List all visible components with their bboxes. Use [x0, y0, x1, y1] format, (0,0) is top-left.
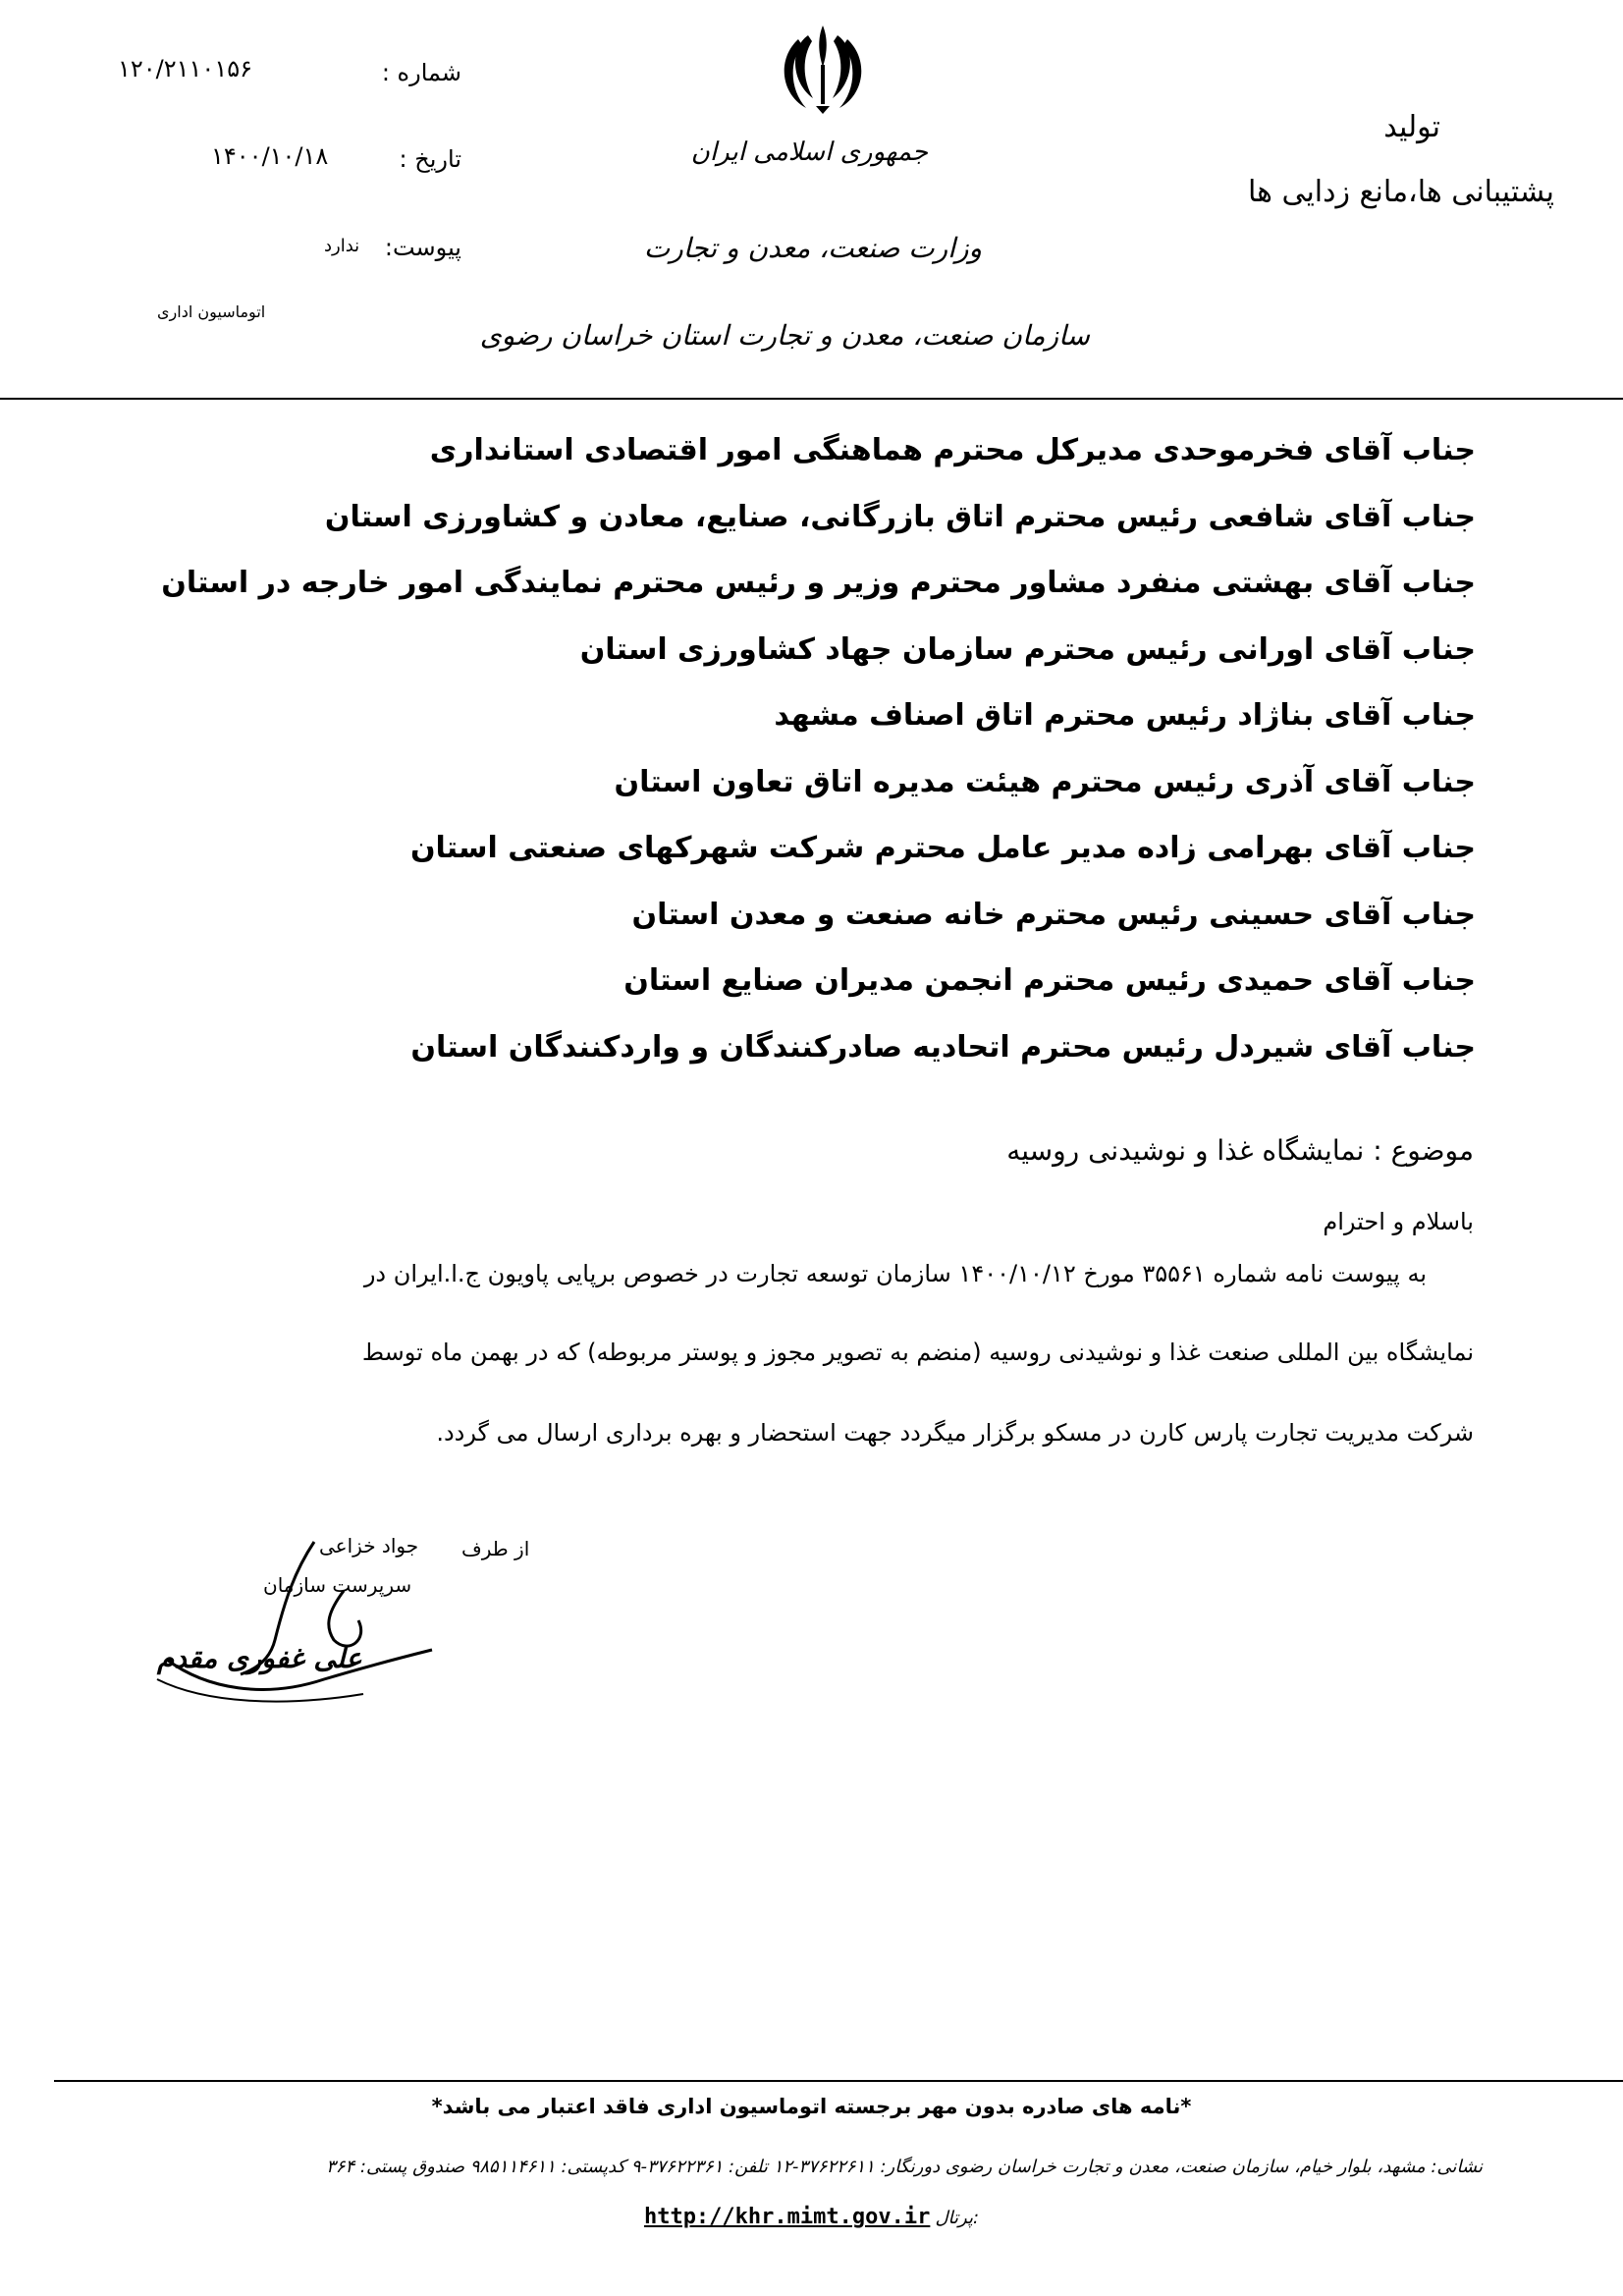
recipient-line: جناب آقای شافعی رئیس محترم اتاق بازرگانی، صنایع، معادن و کشاورزی استان: [324, 499, 1476, 534]
recipient-line: جناب آقای بهرامی زاده مدیر عامل محترم شرکت شهرکهای صنعتی استان: [409, 831, 1476, 865]
portal-label: پرتال:: [935, 2208, 980, 2228]
body-line-1: به پیوست نامه شماره ۳۵۵۶۱ مورخ ۱۴۰۰/۱۰/۱۲ سازمان توسعه تجارت در خصوص برپایی پاویون ج.ا.ایران در: [363, 1260, 1427, 1287]
footer-portal: [0, 2205, 1623, 2229]
header-divider: [0, 398, 1623, 400]
footer-address: نشانی: مشهد، بلوار خیام، سازمان صنعت، معدن و تجارت خراسان رضوی دورنگار: ۳۷۶۲۲۶۱۱-۱۲ تلفن: ۳۷۶۲۲۳۶۱-۹ کدپستی: ۹۸۵۱۱۴۶۱۱ صندوق پستی: ۳۶۴: [326, 2157, 1483, 2177]
recipient-line: جناب آقای آذری رئیس محترم هیئت مدیره اتاق تعاون استان: [614, 764, 1476, 799]
number-value: ۱۲۰/۲۱۱۰۱۵۶: [118, 55, 252, 82]
signature-title: سرپرست سازمان: [263, 1573, 412, 1597]
footer-divider: [54, 2080, 1623, 2082]
date-label: تاریخ :: [399, 145, 461, 173]
attachment-label: پیوست:: [384, 234, 461, 261]
date-value: ۱۴۰۰/۱۰/۱۸: [211, 142, 329, 170]
signature-signed-name: علی غفوری مقدم: [157, 1642, 362, 1674]
attachment-value: ندارد: [324, 236, 360, 256]
republic-title: جمهوری اسلامی ایران: [690, 137, 928, 167]
signature-name: جواد خزاعی: [319, 1534, 419, 1558]
recipient-line: جناب آقای حمیدی رئیس محترم انجمن مدیران صنایع استان: [623, 963, 1476, 998]
dept-line-1: تولید: [1383, 110, 1440, 144]
subject-line: موضوع : نمایشگاه غذا و نوشیدنی روسیه: [1006, 1134, 1474, 1167]
handwritten-signature-icon: [147, 1532, 442, 1709]
recipient-line: جناب آقای حسینی رئیس محترم خانه صنعت و معدن استان: [631, 897, 1476, 932]
organization-title: سازمان صنعت، معدن و تجارت استان خراسان رضوی: [479, 319, 1090, 352]
portal-link[interactable]: http://khr.mimt.gov.ir: [643, 2205, 931, 2229]
iran-emblem-icon: [779, 18, 867, 116]
number-label: شماره :: [381, 59, 461, 86]
recipient-line: جناب آقای بهشتی منفرد مشاور محترم وزیر و رئیس محترم نمایندگی امور خارجه در استان: [161, 566, 1476, 600]
footer-note: *نامه های صادره بدون مهر برجسته اتوماسیون اداری فاقد اعتبار می باشد*: [431, 2095, 1192, 2118]
recipient-line: جناب آقای فخرموحدی مدیرکل محترم هماهنگی امور اقتصادی استانداری: [429, 433, 1476, 467]
recipient-line: جناب آقای اورانی رئیس محترم سازمان جهاد کشاورزی استان: [579, 631, 1476, 667]
recipient-line: جناب آقای بناژاد رئیس محترم اتاق اصناف مشهد: [774, 698, 1476, 733]
body-line-2: نمایشگاه بین المللی صنعت غذا و نوشیدنی روسیه (منضم به تصویر مجوز و پوستر مربوطه) که در بهمن ماه توسط: [361, 1339, 1474, 1366]
ministry-title: وزارت صنعت، معدن و تجارت: [643, 232, 982, 264]
recipient-list: [101, 417, 1476, 1080]
greeting: باسلام و احترام: [1323, 1208, 1474, 1235]
automation-note: اتوماسیون اداری: [157, 302, 266, 321]
recipient-line: جناب آقای شیردل رئیس محترم اتحادیه صادرکنندگان و واردکنندگان استان: [410, 1029, 1476, 1065]
dept-line-2: پشتیبانی ها،مانع زدایی ها: [1247, 175, 1554, 209]
signature-from-label: از طرف: [461, 1537, 530, 1560]
body-line-3: شرکت مدیریت تجارت پارس کارن در مسکو برگزار میگردد جهت استحضار و بهره برداری ارسال می گردد.: [436, 1419, 1474, 1447]
